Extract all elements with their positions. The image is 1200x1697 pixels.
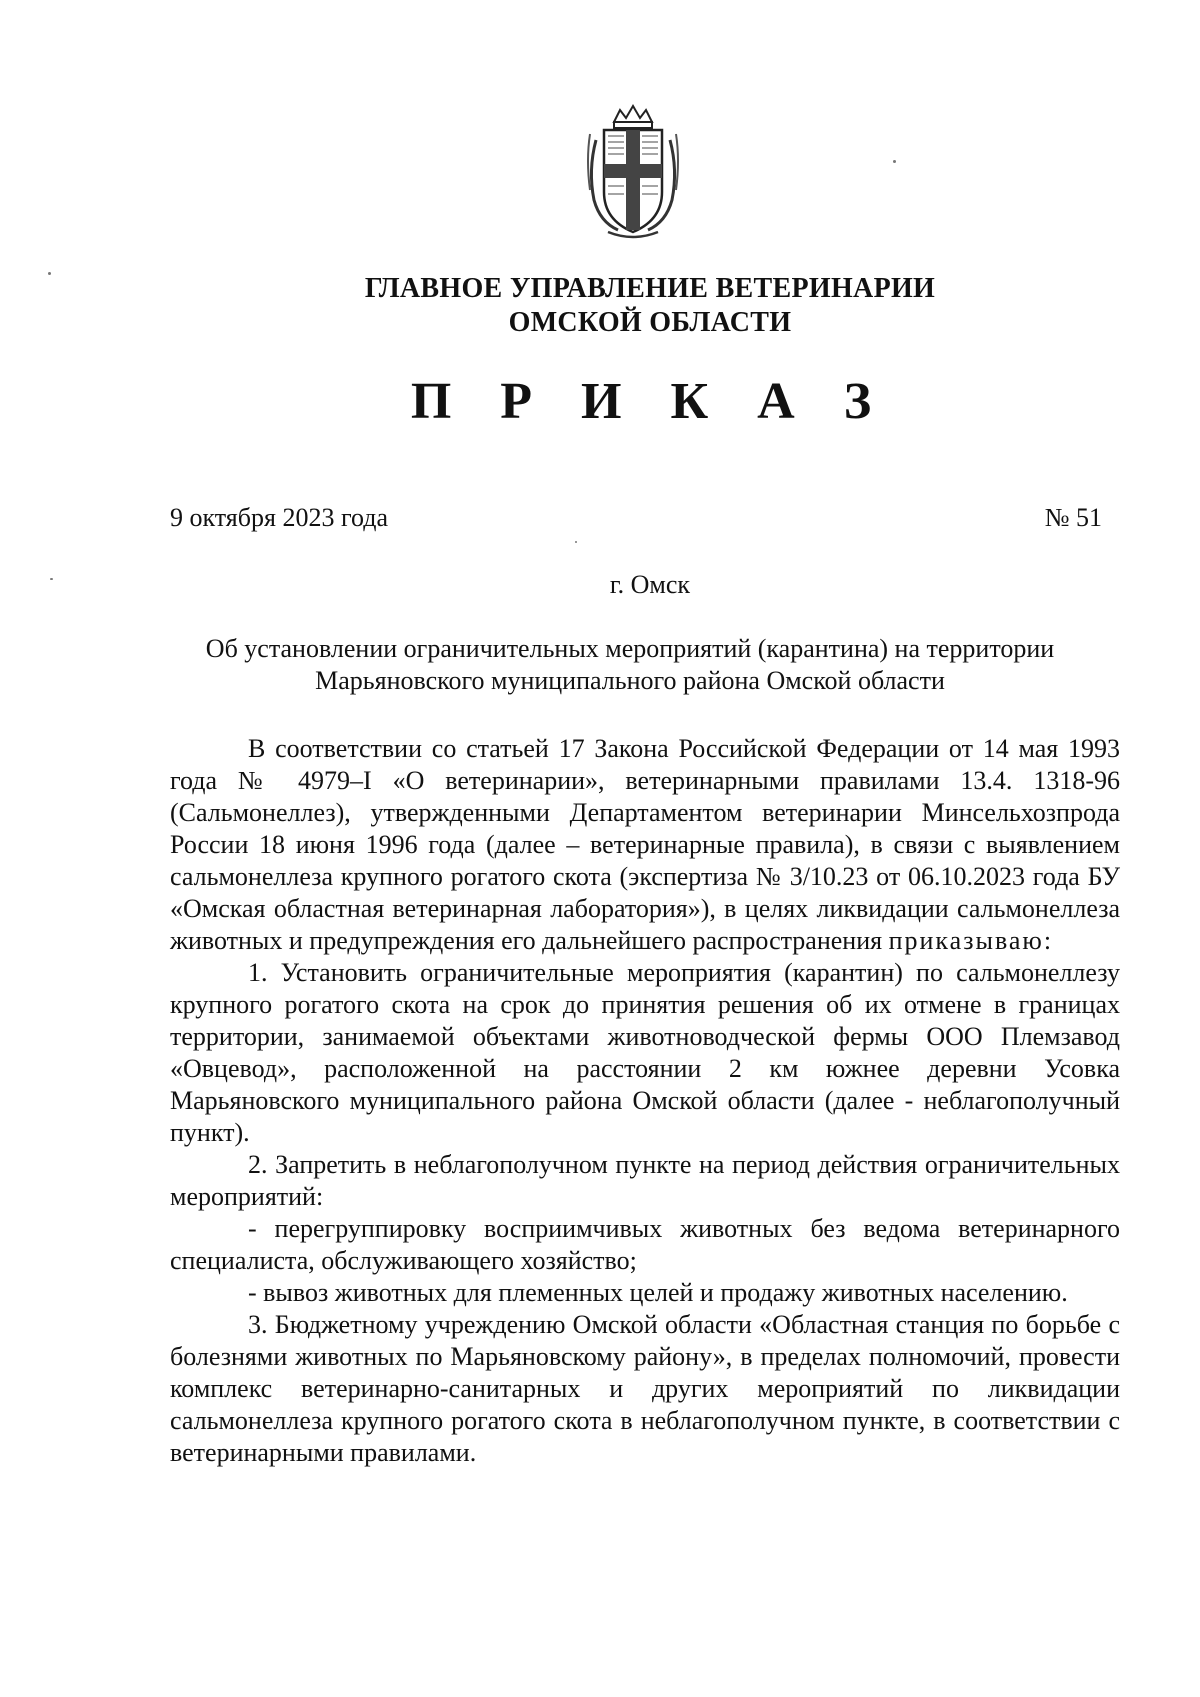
order-subject-line2: Марьяновского муниципального района Омской области bbox=[315, 666, 945, 695]
item-2b-paragraph: - вывоз животных для племенных целей и продажу животных населению. bbox=[248, 1278, 1068, 1307]
command-word: приказываю: bbox=[888, 926, 1054, 955]
document-type-title: П Р И К А З bbox=[410, 373, 890, 430]
item-3-paragraph: 3. Бюджетному учреждению Омской области «Областная станция по борьбе с болезнями животных по Марьяновскому району», в пределах полномочий, провести комплекс ветеринарно-санитарных и других мероприятий по ликвидации сальмонеллеза крупного рогатого скота в неблагополучном пункте, в соответствии с ветеринарными правилами. bbox=[170, 1310, 1120, 1467]
order-date: 9 октября 2023 года bbox=[170, 503, 388, 532]
omsk-coat-of-arms-emblem bbox=[578, 100, 688, 240]
item-2a-paragraph: - перегруппировку восприимчивых животных без ведома ветеринарного специалиста, обслуживающего хозяйство; bbox=[170, 1214, 1120, 1275]
preamble-paragraph bbox=[170, 733, 1120, 957]
order-subject-line1: Об установлении ограничительных мероприятий (карантина) на территории bbox=[205, 634, 1055, 663]
item-2-paragraph: 2. Запретить в неблагополучном пункте на период действия ограничительных мероприятий: bbox=[170, 1150, 1120, 1211]
order-body bbox=[170, 733, 1120, 1469]
organization-name-line1: ГЛАВНОЕ УПРАВЛЕНИЕ ВЕТЕРИНАРИИ bbox=[364, 273, 936, 304]
scan-speck bbox=[575, 541, 577, 543]
order-subject bbox=[150, 633, 1110, 697]
scan-speck bbox=[50, 578, 53, 580]
item-1-paragraph: 1. Установить ограничительные мероприятия (карантин) по сальмонеллезу крупного рогатого скота на срок до принятия решения об их отмене в границах территории, занимаемой объектами животноводческой фермы ООО Племзавод «Овцевод», расположенной на расстоянии 2 км южнее деревни Усовка Марьяновского муниципального района Омской области (далее - неблагополучный пункт). bbox=[170, 958, 1120, 1147]
order-number: № 51 bbox=[1044, 503, 1102, 532]
scan-speck bbox=[48, 272, 51, 275]
organization-name bbox=[200, 272, 1100, 340]
scan-speck bbox=[893, 160, 896, 163]
order-city: г. Омск bbox=[609, 570, 691, 599]
organization-name-line2: ОМСКОЙ ОБЛАСТИ bbox=[508, 307, 792, 338]
preamble-text: В соответствии со статьей 17 Закона Российской Федерации от 14 мая 1993 года № 4979–I «О ветеринарии», ветеринарными правилами 13.4. 1318-96 (Сальмонеллез), утвержденными Департаментом ветеринарии Минсельхозпрода России 18 июня 1996 года (далее – ветеринарные правила), в связи с выявлением сальмонеллеза крупного рогатого скота (экспертиза № 3/10.23 от 06.10.2023 года БУ «Омская областная ветеринарная лаборатория»), в целях ликвидации сальмонеллеза животных и предупреждения его дальнейшего распространения bbox=[170, 734, 1120, 955]
